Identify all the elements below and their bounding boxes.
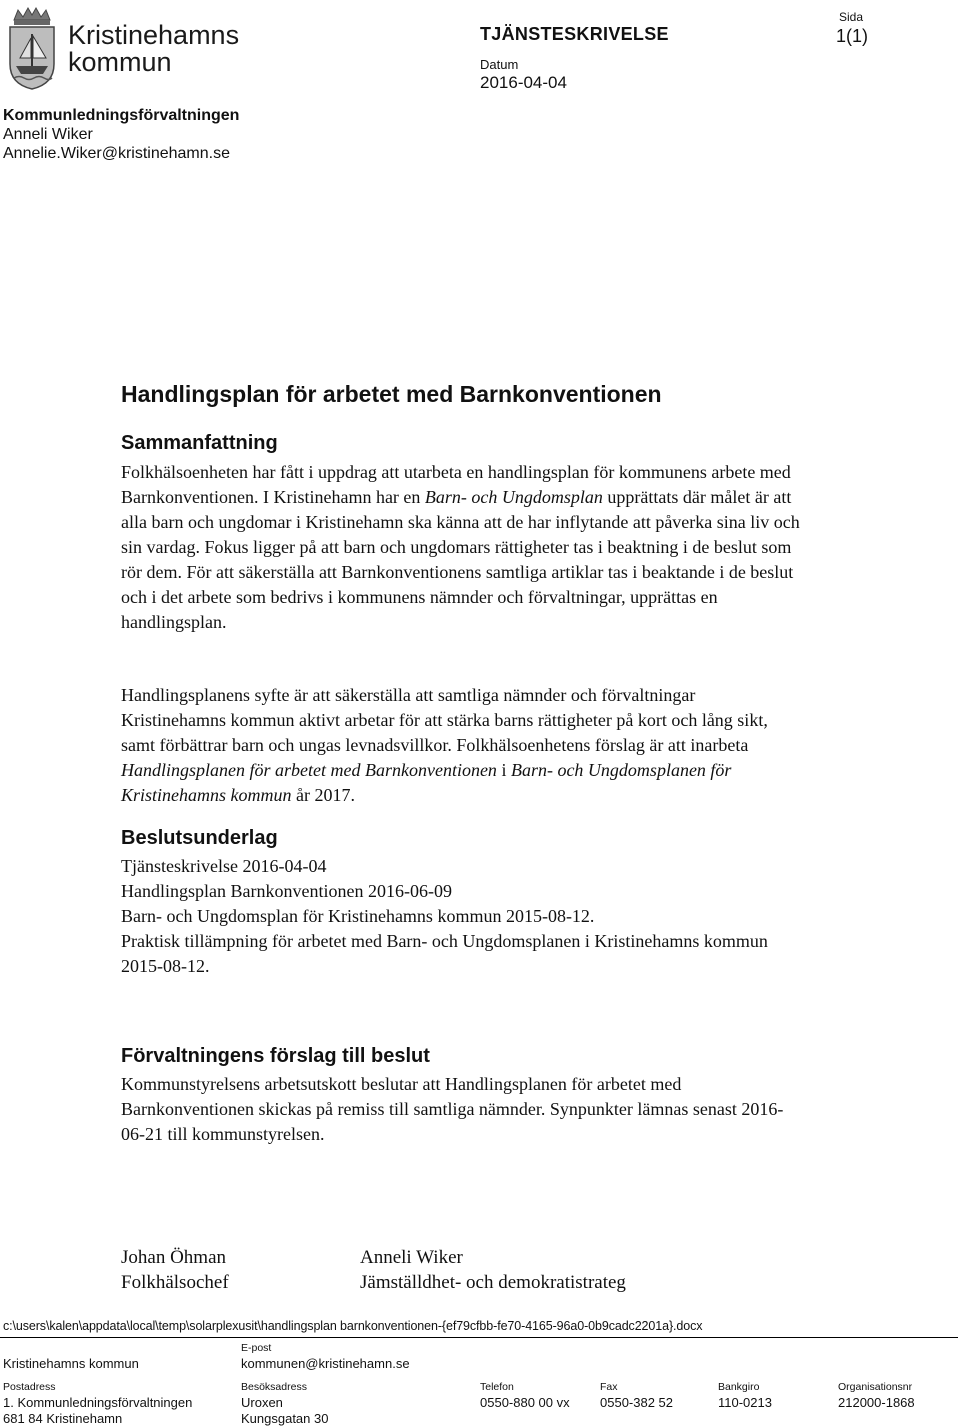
footer-postal-line2: 681 84 Kristinehamn	[3, 1411, 123, 1426]
summary-text-1b: Barn- och Ungdomsplan	[424, 487, 603, 507]
signature-role: Jämställdhet- och demokratistrateg	[360, 1272, 626, 1293]
summary-heading: Sammanfattning	[121, 432, 278, 454]
basis-item: Praktisk tillämpning för arbetet med Barn- och Ungdomsplanen i Kristinehamns kommun 2015-08-12.	[121, 931, 768, 976]
footer-fax-label: Fax	[600, 1381, 618, 1393]
org-name-line1: Kristinehamns	[68, 20, 240, 50]
footer-orgnr-label: Organisationsnr	[838, 1381, 913, 1393]
summary-text-2e: år 2017.	[291, 785, 355, 805]
footer-postal-label: Postadress	[3, 1381, 56, 1393]
file-path: c:\users\kalen\appdata\local\temp\solarplexusit\handlingsplan barnkonventionen-{ef79cfbb-fe70-4165-96a0-0b9cadc2201a}.docx	[3, 1319, 703, 1333]
proposal-text: Kommunstyrelsens arbetsutskott beslutar att Handlingsplanen för arbetet med Barnkonventionen skickas på remiss till samtliga nämnder. Synpunkter lämnas senast 2016-06-21 till kommunstyrelsen.	[121, 1074, 784, 1144]
basis-item: Barn- och Ungdomsplan för Kristinehamns kommun 2015-08-12.	[121, 906, 595, 926]
footer-visit-line1: Uroxen	[241, 1395, 283, 1410]
summary-paragraph-2	[121, 683, 801, 808]
sender-name: Anneli Wiker	[3, 126, 93, 143]
basis-heading: Beslutsunderlag	[121, 827, 278, 849]
footer-visit-line2: Kungsgatan 30	[241, 1411, 329, 1426]
signature-role: Folkhälsochef	[121, 1272, 229, 1293]
summary-text-1c: upprättats där målet är att alla barn och ungdomar i Kristinehamn ska känna att de har inflytande att påverka sina liv och sin vardag. Fokus ligger på att barn och ungdomars rättigheter tas i beaktning i de beslut som rör dem. För att säkerställa att Barnkonventionens samtliga artiklar tas i beaktande i de beslut och i det arbete som bedrivs i kommunens nämnder och förvaltningar, upprättas en handlingsplan.	[121, 487, 800, 632]
municipality-logo	[6, 6, 58, 90]
signature-2	[360, 1245, 626, 1295]
summary-text-1a: Folkhälsoenheten har fått i uppdrag att utarbeta en handlingsplan för kommunens arbete med Barnkonventionen. I Kristinehamn har en	[121, 462, 791, 507]
summary-paragraph-1	[121, 460, 801, 635]
footer-email: kommunen@kristinehamn.se	[241, 1356, 410, 1371]
footer-phone: 0550-880 00 vx	[480, 1395, 570, 1410]
basis-item: Tjänsteskrivelse 2016-04-04	[121, 856, 327, 876]
footer-bankgiro: 110-0213	[718, 1395, 772, 1410]
org-name	[68, 22, 239, 76]
signature-1	[121, 1245, 229, 1295]
summary-text-2c: i	[496, 760, 511, 780]
footer-fax: 0550-382 52	[600, 1395, 674, 1410]
basis-item: Handlingsplan Barnkonventionen 2016-06-09	[121, 881, 452, 901]
summary-text-2b: Handlingsplanen för arbetet med Barnkonventionen	[121, 760, 497, 780]
footer-email-label: E-post	[241, 1342, 272, 1354]
footer-postal-line1: 1. Kommunledningsförvaltningen	[3, 1395, 193, 1410]
footer-bankgiro-label: Bankgiro	[718, 1381, 760, 1393]
page-number: 1(1)	[836, 26, 869, 46]
document-type: TJÄNSTESKRIVELSE	[480, 24, 669, 44]
footer-org: Kristinehamns kommun	[3, 1356, 139, 1371]
sender-email: Annelie.Wiker@kristinehamn.se	[3, 145, 230, 162]
summary-text-2d: Barn- och Ungdomsplanen för Kristinehamns kommun	[121, 760, 732, 805]
department-name: Kommunledningsförvaltningen	[3, 107, 240, 124]
footer-divider	[0, 1337, 958, 1338]
org-name-line2: kommun	[68, 47, 172, 77]
footer-visit-label: Besöksadress	[241, 1381, 307, 1393]
proposal-heading: Förvaltningens förslag till beslut	[121, 1045, 430, 1067]
basis-list	[121, 854, 801, 979]
footer-phone-label: Telefon	[480, 1381, 514, 1393]
summary-text-2a: Handlingsplanens syfte är att säkerställa att samtliga nämnder och förvaltningar Kristinehamns kommun aktivt arbetar för att stärka barns rättigheter på kort och lång sikt, samt förbättrar barn och ungas levnadsvillkor. Folkhälsoenhetens förslag är att inarbeta	[121, 685, 768, 755]
date-value: 2016-04-04	[480, 73, 567, 92]
footer-orgnr: 212000-1868	[838, 1395, 915, 1410]
page-label: Sida	[839, 10, 864, 24]
sender-block	[3, 106, 239, 163]
document-title: Handlingsplan för arbetet med Barnkonventionen	[121, 381, 662, 407]
signature-name: Anneli Wiker	[360, 1247, 463, 1268]
date-label: Datum	[480, 57, 519, 72]
signature-name: Johan Öhman	[121, 1247, 227, 1268]
